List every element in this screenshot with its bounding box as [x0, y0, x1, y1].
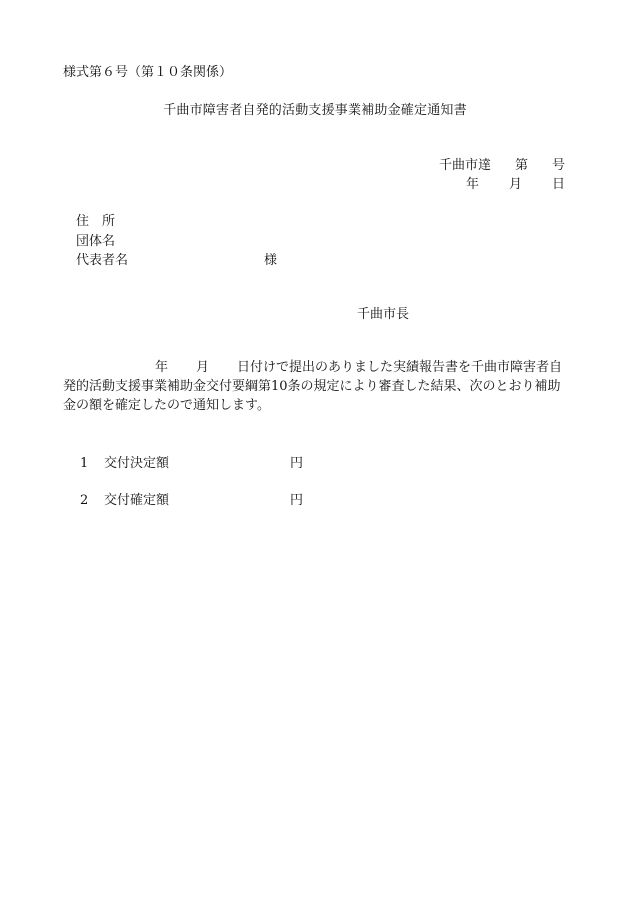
item-label: 交付決定額	[104, 456, 170, 471]
item-number: 2	[80, 493, 89, 508]
document-title: 千曲市障害者自発的活動支援事業補助金確定通知書	[163, 103, 467, 118]
address-label: 住 所	[76, 214, 116, 229]
body-year: 年	[155, 360, 169, 375]
notice-body	[63, 358, 570, 415]
item-unit: 円	[290, 456, 304, 471]
item-row	[80, 493, 303, 509]
date-year: 年	[465, 177, 479, 192]
reference-prefix: 千曲市達	[438, 158, 491, 173]
date-day: 日	[551, 177, 565, 192]
body-month: 月	[196, 360, 210, 375]
representative-line	[76, 253, 277, 269]
item-unit: 円	[290, 493, 304, 508]
reference-dai: 第	[514, 158, 528, 173]
group-name-label: 団体名	[76, 234, 116, 249]
reference-number	[439, 158, 565, 174]
issuer-name: 千曲市長	[357, 307, 410, 322]
date-month: 月	[508, 177, 522, 192]
body-text: 日付けで提出のありました実績報告書を千曲市障害者自発的活動支援事業補助金交付要綱第10条の規定により審査した結果、次のとおり補助金の額を確定したので通知します。	[63, 360, 563, 413]
item-number: 1	[80, 456, 89, 471]
item-label: 交付確定額	[104, 493, 170, 508]
representative-label: 代表者名	[76, 253, 129, 268]
reference-go: 号	[551, 158, 565, 173]
issue-date	[466, 177, 565, 193]
honorific: 様	[264, 253, 278, 268]
form-number: 様式第６号（第１０条関係）	[63, 65, 233, 80]
item-row	[80, 456, 303, 472]
